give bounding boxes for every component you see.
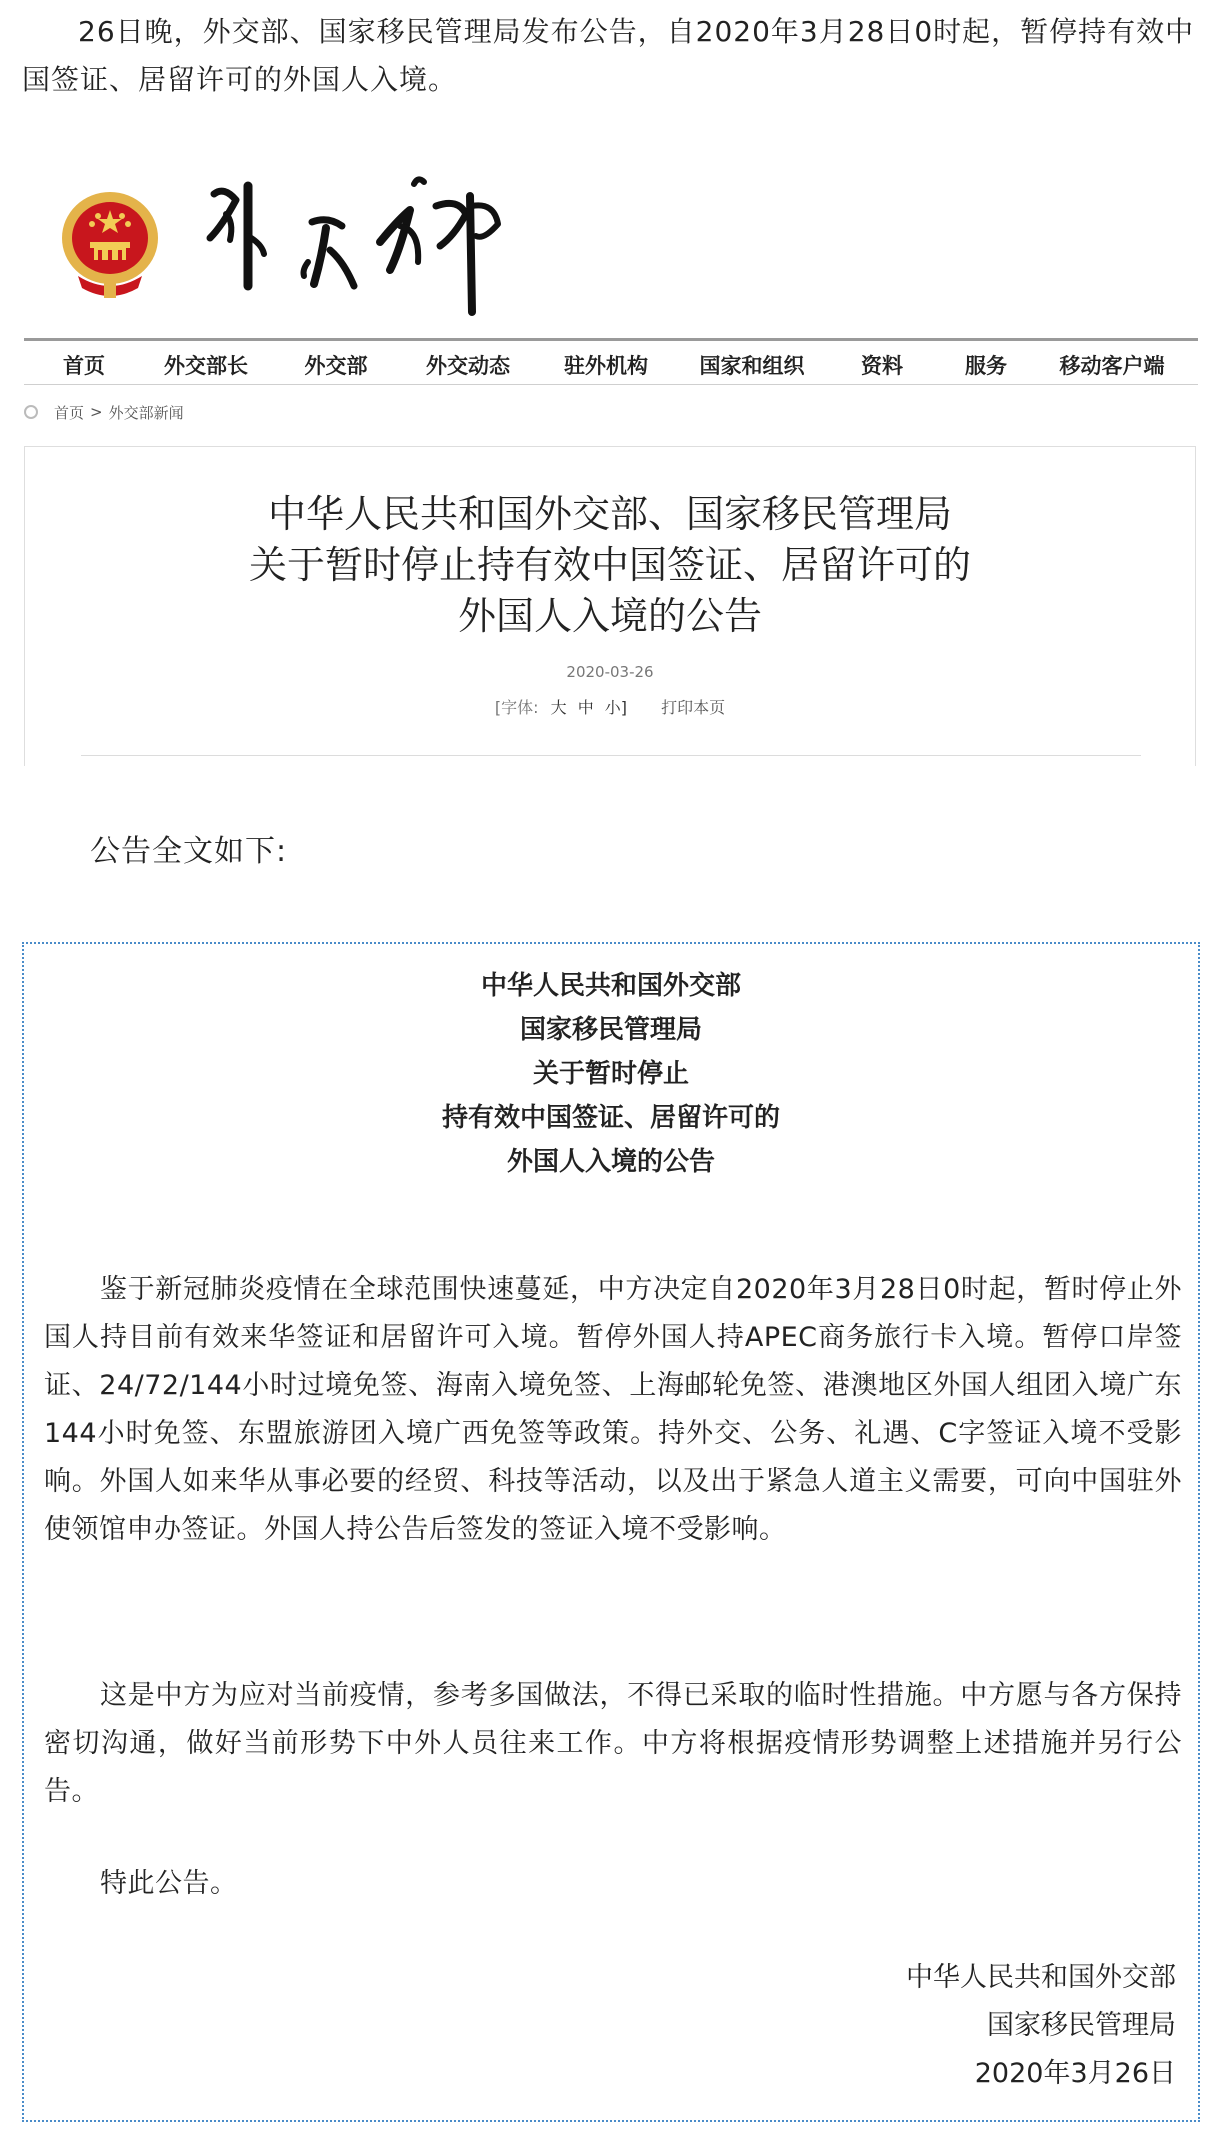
font-size-label: [字体: (494, 698, 539, 717)
breadcrumb (24, 400, 184, 424)
announcement-paragraph-3: 特此公告。 (100, 1868, 238, 1899)
nav-item[interactable]: 外交部长 (164, 354, 248, 378)
main-nav (24, 344, 1198, 382)
font-size-small-button[interactable]: 小] (604, 698, 628, 717)
nav-item[interactable]: 驻外机构 (564, 354, 648, 378)
article-header-card (24, 446, 1196, 766)
heading-line: 持有效中国签证、居留许可的 (441, 1103, 780, 1133)
ministry-calligraphy-logo (204, 166, 524, 326)
article-title-line: 关于暂时停止持有效中国签证、居留许可的 (248, 543, 971, 587)
heading-line: 国家移民管理局 (519, 1015, 702, 1045)
article-title-line: 中华人民共和国外交部、国家移民管理局 (267, 492, 952, 536)
signature-line: 国家移民管理局 (987, 2010, 1176, 2041)
nav-top-border (24, 338, 1198, 341)
card-divider (81, 755, 1141, 756)
intro-paragraph: 26日晚，外交部、国家移民管理局发布公告，自2020年3月28日0时起，暂停持有效中国签证、居留许可的外国人入境。 (22, 15, 1195, 96)
breadcrumb-current[interactable]: 外交部新闻 (108, 403, 184, 422)
national-emblem-icon (58, 188, 162, 300)
nav-item[interactable]: 外交动态 (426, 354, 510, 378)
font-size-medium-button[interactable]: 中 (577, 698, 594, 717)
nav-item[interactable]: 服务 (965, 354, 1007, 378)
heading-line: 关于暂时停止 (532, 1059, 689, 1089)
font-size-large-button[interactable]: 大 (550, 698, 567, 717)
nav-bottom-border (24, 384, 1198, 385)
announcement-paragraph-1: 鉴于新冠肺炎疫情在全球范围快速蔓延，中方决定自2020年3月28日0时起，暂时停止外国人持目前有效来华签证和居留许可入境。暂停外国人持APEC商务旅行卡入境。暂停口岸签证、24/72/144小时过境免签、海南入境免签、上海邮轮免签、港澳地区外国人组团入境广东144小时免签、东盟旅游团入境广西免签等政策。持外交、公务、礼遇、C字签证入境不受影响。外国人如来华从事必要的经贸、科技等活动，以及出于紧急人道主义需要，可向中国驻外使领馆申办签证。外国人持公告后签发的签证入境不受影响。 (44, 1274, 1182, 1545)
heading-line: 中华人民共和国外交部 (480, 971, 741, 1001)
nav-item[interactable]: 资料 (861, 354, 903, 378)
nav-item[interactable]: 外交部 (304, 354, 368, 378)
nav-item[interactable]: 国家和组织 (699, 354, 805, 378)
breadcrumb-separator: > (90, 403, 103, 421)
print-page-button[interactable]: 打印本页 (661, 698, 726, 717)
article-title (25, 489, 1195, 642)
announcement-paragraph-2: 这是中方为应对当前疫情，参考多国做法，不得已采取的临时性措施。中方愿与各方保持密切沟通，做好当前形势下中外人员往来工作。中方将根据疫情形势调整上述措施并另行公告。 (44, 1680, 1182, 1807)
article-tools (25, 695, 1195, 718)
article-title-line: 外国人入境的公告 (457, 594, 762, 638)
signature-line: 中华人民共和国外交部 (906, 1962, 1176, 1993)
announcement-signature (906, 1954, 1176, 2098)
breadcrumb-home[interactable]: 首页 (54, 403, 85, 422)
signature-date: 2020年3月26日 (974, 2058, 1176, 2089)
location-icon (24, 405, 38, 419)
lead-text: 公告全文如下: (90, 834, 288, 869)
announcement-heading (24, 964, 1198, 1184)
nav-item[interactable]: 移动客户端 (1059, 354, 1165, 378)
article-date: 2020-03-26 (566, 663, 654, 681)
nav-item[interactable]: 首页 (63, 354, 105, 378)
announcement-box (22, 942, 1200, 2122)
heading-line: 外国人入境的公告 (506, 1147, 715, 1177)
